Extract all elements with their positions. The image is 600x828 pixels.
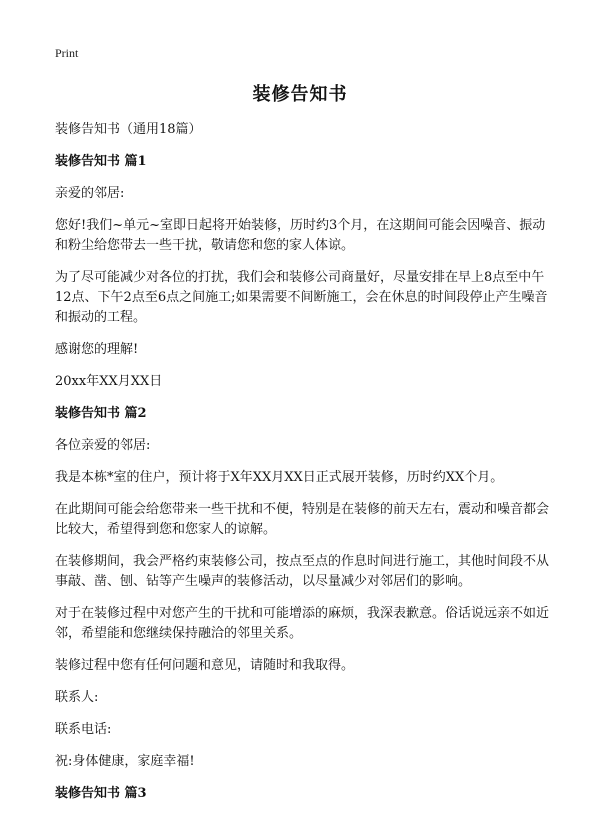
section-2-paragraph-1: 我是本栋*室的住户，预计将于X年XX月XX日正式展开装修，历时约XX个月。 — [55, 470, 504, 485]
section-2-heading: 装修告知书 篇2 — [55, 406, 147, 421]
section-2-paragraph-5: 装修过程中您有任何问题和意见，请随时和我取得。 — [55, 658, 355, 673]
section-2-greeting: 各位亲爱的邻居: — [55, 438, 151, 453]
section-1-thanks: 感谢您的理解! — [55, 342, 139, 357]
section-2-contact: 联系人: — [55, 690, 99, 705]
section-2-paragraph-3: 在装修期间，我会严格约束装修公司，按点至点的作息时间进行施工，其他时间段不从事敲、凿、刨、钻等产生噪声的装修活动，以尽量减少对邻居们的影响。 — [55, 554, 550, 589]
section-1-heading: 装修告知书 篇1 — [55, 154, 147, 169]
document-body — [55, 120, 555, 816]
section-1-greeting: 亲爱的邻居: — [55, 186, 125, 201]
section-2-phone: 联系电话: — [55, 722, 112, 737]
section-1-paragraph-1: 您好!我们~单元~室即日起将开始装修，历时约3个月，在这期间可能会因噪音、振动和粉尘给您带去一些干扰，敬请您和您的家人体谅。 — [55, 218, 546, 253]
section-1-paragraph-2: 为了尽可能减少对各位的打扰，我们会和装修公司商量好，尽量安排在早上8点至中午12点、下午2点至6点之间施工;如果需要不间断施工，会在休息的时间段停止产生噪音和振动的工程。 — [55, 270, 548, 325]
section-3-heading: 装修告知书 篇3 — [55, 786, 147, 801]
section-2-paragraph-2: 在此期间可能会给您带来一些干扰和不便，特别是在装修的前天左右，震动和噪音都会比较大，希望得到您和您家人的谅解。 — [55, 502, 550, 537]
section-2-wish: 祝:身体健康，家庭幸福! — [55, 754, 195, 769]
section-1-date: 20xx年XX月XX日 — [55, 374, 163, 389]
print-link[interactable]: Print — [55, 46, 79, 60]
document-title: 装修告知书 — [252, 84, 348, 105]
section-2-paragraph-4: 对于在装修过程中对您产生的干扰和可能增添的麻烦，我深表歉意。俗话说远亲不如近邻，希望能和您继续保持融洽的邻里关系。 — [55, 606, 550, 641]
intro-line: 装修告知书（通用18篇） — [55, 122, 202, 137]
